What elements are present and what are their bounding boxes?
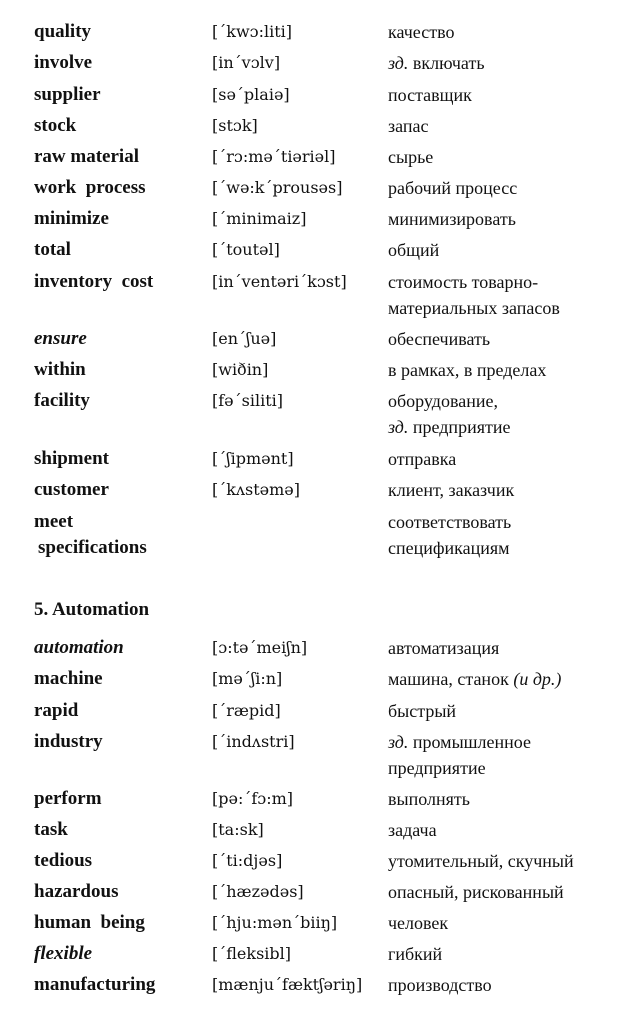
meaning-text: человек bbox=[388, 913, 449, 933]
vocab-meaning-line bbox=[388, 326, 624, 352]
vocab-term bbox=[34, 326, 212, 352]
vocab-row bbox=[34, 269, 624, 321]
vocab-row bbox=[34, 477, 624, 503]
vocab-row bbox=[34, 941, 624, 967]
vocab-meaning bbox=[388, 269, 624, 321]
vocab-transcription: [ˊhju:mənˊbiiŋ] bbox=[212, 913, 338, 932]
vocab-meaning-line bbox=[388, 910, 624, 936]
vocab-meaning bbox=[388, 206, 624, 232]
vocab-term-line: raw material bbox=[34, 146, 139, 167]
vocab-term-line: quality bbox=[34, 21, 92, 42]
vocab-meaning-line bbox=[388, 19, 624, 45]
vocab-transcription: [ˊfleksibl] bbox=[212, 944, 292, 963]
vocab-term-line: machine bbox=[34, 668, 103, 689]
vocab-row bbox=[34, 206, 624, 232]
vocab-transcription: [inˊvɔlv] bbox=[212, 53, 281, 72]
vocab-term-line: tedious bbox=[34, 850, 93, 871]
vocab-term bbox=[34, 972, 212, 998]
vocab-transcription: [ˊindʌstri] bbox=[212, 732, 295, 751]
meaning-text: задача bbox=[388, 820, 437, 840]
vocab-term bbox=[34, 817, 212, 843]
vocab-meaning bbox=[388, 144, 624, 170]
vocab-term-line: within bbox=[34, 359, 86, 380]
vocab-term-line: supplier bbox=[34, 84, 101, 105]
vocab-meaning-line bbox=[388, 941, 624, 967]
vocab-term bbox=[34, 910, 212, 936]
vocab-row bbox=[34, 82, 624, 108]
vocab-term bbox=[34, 50, 212, 76]
vocab-transcription: [ˊhæzədəs] bbox=[212, 882, 304, 901]
meaning-text: производство bbox=[388, 975, 492, 995]
meaning-text: минимизировать bbox=[388, 209, 516, 229]
vocab-meaning-line bbox=[388, 535, 624, 561]
vocab-row bbox=[34, 666, 624, 692]
vocab-term-line: task bbox=[34, 819, 68, 840]
vocab-meaning bbox=[388, 175, 624, 201]
vocab-row bbox=[34, 357, 624, 383]
meaning-text: обеспечивать bbox=[388, 329, 491, 349]
vocab-transcription: [məˊʃi:n] bbox=[212, 669, 283, 688]
vocab-meaning bbox=[388, 50, 624, 76]
vocab-row bbox=[34, 786, 624, 812]
vocab-term bbox=[34, 175, 212, 201]
vocab-transcription: [wiðin] bbox=[212, 360, 269, 379]
vocab-meaning bbox=[388, 19, 624, 45]
vocab-term bbox=[34, 269, 212, 295]
vocab-term-line: facility bbox=[34, 390, 90, 411]
vocab-meaning bbox=[388, 786, 624, 812]
vocab-meaning-line bbox=[388, 879, 624, 905]
vocab-transcription: [ˊtoutəl] bbox=[212, 240, 280, 259]
vocab-term bbox=[34, 446, 212, 472]
vocab-term-line: automation bbox=[34, 637, 124, 658]
vocab-meaning bbox=[388, 666, 624, 692]
vocab-transcription: [ˊʃipmənt] bbox=[212, 449, 294, 468]
vocab-transcription: [mænjuˊfæktʃəriŋ] bbox=[212, 975, 363, 994]
vocab-meaning-line bbox=[388, 446, 624, 472]
vocab-term-line: total bbox=[34, 239, 71, 260]
vocab-term-line: human being bbox=[34, 912, 145, 933]
vocab-term-line: involve bbox=[34, 52, 93, 73]
meaning-text: рабочий процесс bbox=[388, 178, 518, 198]
meaning-text: выполнять bbox=[388, 789, 470, 809]
vocab-meaning bbox=[388, 509, 624, 561]
vocab-transcription: [ˊkʌstəmə] bbox=[212, 480, 300, 499]
vocab-meaning-line bbox=[388, 206, 624, 232]
vocab-meaning bbox=[388, 635, 624, 661]
meaning-text: запас bbox=[388, 116, 429, 136]
vocab-meaning-line bbox=[388, 698, 624, 724]
vocab-term-line: industry bbox=[34, 731, 103, 752]
vocab-term-line: manufacturing bbox=[34, 974, 156, 995]
meaning-text: предприятие bbox=[388, 758, 486, 778]
meaning-note-prefix: зд. bbox=[388, 732, 409, 752]
meaning-text: утомительный, скучный bbox=[388, 851, 574, 871]
vocab-row bbox=[34, 848, 624, 874]
vocab-meaning bbox=[388, 446, 624, 472]
vocab-term bbox=[34, 879, 212, 905]
vocab-meaning-line bbox=[388, 357, 624, 383]
vocab-term-line: meet bbox=[34, 511, 74, 532]
vocab-term-line: perform bbox=[34, 788, 102, 809]
vocab-meaning-line bbox=[388, 237, 624, 263]
vocab-row bbox=[34, 879, 624, 905]
vocab-transcription: [ˊminimaiz] bbox=[212, 209, 307, 228]
vocab-meaning-line bbox=[388, 817, 624, 843]
vocab-meaning bbox=[388, 388, 624, 440]
vocab-meaning bbox=[388, 82, 624, 108]
meaning-text: оборудование, bbox=[388, 391, 498, 411]
vocab-term bbox=[34, 237, 212, 263]
vocab-meaning-line bbox=[388, 414, 624, 440]
meaning-text: клиент, заказчик bbox=[388, 480, 515, 500]
meaning-text: стоимость товарно- bbox=[388, 272, 539, 292]
meaning-text: гибкий bbox=[388, 944, 443, 964]
meaning-note-suffix: (и др.) bbox=[513, 669, 562, 689]
vocab-meaning-line bbox=[388, 509, 624, 535]
vocab-transcription: [inˊventəriˊkɔst] bbox=[212, 272, 347, 291]
vocab-term bbox=[34, 509, 212, 561]
vocab-term bbox=[34, 113, 212, 139]
vocab-row bbox=[34, 817, 624, 843]
vocab-meaning-line bbox=[388, 295, 624, 321]
vocab-meaning-line bbox=[388, 755, 624, 781]
vocab-term-line: shipment bbox=[34, 448, 109, 469]
vocab-meaning bbox=[388, 729, 624, 781]
vocab-row bbox=[34, 910, 624, 936]
meaning-text: общий bbox=[388, 240, 440, 260]
vocab-term bbox=[34, 477, 212, 503]
vocab-row bbox=[34, 237, 624, 263]
vocab-term-line: work process bbox=[34, 177, 146, 198]
vocab-meaning bbox=[388, 817, 624, 843]
meaning-note-prefix: зд. bbox=[388, 417, 409, 437]
vocab-term bbox=[34, 82, 212, 108]
vocab-row bbox=[34, 635, 624, 661]
vocab-term bbox=[34, 19, 212, 45]
vocab-meaning-line bbox=[388, 113, 624, 139]
vocab-term-line: flexible bbox=[34, 943, 93, 964]
vocab-term-line: ensure bbox=[34, 328, 87, 349]
vocab-meaning-line bbox=[388, 972, 624, 998]
meaning-text: сырье bbox=[388, 147, 434, 167]
vocab-meaning-line bbox=[388, 848, 624, 874]
meaning-text: предприятие bbox=[412, 417, 511, 437]
vocab-term bbox=[34, 698, 212, 724]
vocab-row bbox=[34, 388, 624, 440]
vocab-term-line: specifications bbox=[38, 537, 147, 558]
vocab-term-line: hazardous bbox=[34, 881, 119, 902]
vocab-transcription: [səˊplaiə] bbox=[212, 85, 290, 104]
vocab-meaning bbox=[388, 941, 624, 967]
vocab-transcription: [ˊræpid] bbox=[212, 701, 281, 720]
vocab-transcription: [ta:sk] bbox=[212, 820, 264, 839]
meaning-text: промышленное bbox=[412, 732, 531, 752]
vocab-meaning bbox=[388, 848, 624, 874]
vocab-meaning-line bbox=[388, 269, 624, 295]
vocab-term bbox=[34, 729, 212, 755]
vocab-meaning-line bbox=[388, 666, 624, 692]
vocab-row bbox=[34, 113, 624, 139]
vocab-meaning-line bbox=[388, 175, 624, 201]
vocab-meaning-line bbox=[388, 82, 624, 108]
meaning-text: качество bbox=[388, 22, 455, 42]
vocab-meaning bbox=[388, 113, 624, 139]
vocab-meaning-line bbox=[388, 388, 624, 414]
meaning-text: соответствовать bbox=[388, 512, 512, 532]
vocab-meaning bbox=[388, 237, 624, 263]
vocab-row bbox=[34, 144, 624, 170]
vocab-row bbox=[34, 509, 624, 561]
meaning-text: опасный, рискованный bbox=[388, 882, 564, 902]
vocab-row bbox=[34, 50, 624, 76]
vocab-meaning bbox=[388, 357, 624, 383]
vocab-row bbox=[34, 698, 624, 724]
vocab-term bbox=[34, 786, 212, 812]
vocab-meaning-line bbox=[388, 477, 624, 503]
vocab-transcription: [pə:ˊfɔ:m] bbox=[212, 789, 294, 808]
meaning-text: спецификациям bbox=[388, 538, 510, 558]
meaning-text: быстрый bbox=[388, 701, 457, 721]
vocab-transcription: [ˊkwɔ:liti] bbox=[212, 22, 293, 41]
vocab-transcription: [stɔk] bbox=[212, 116, 258, 135]
vocab-term-line: minimize bbox=[34, 208, 109, 229]
meaning-text: включать bbox=[412, 53, 485, 73]
vocab-term-line: stock bbox=[34, 115, 77, 136]
vocab-transcription: [ɔ:təˊmeiʃn] bbox=[212, 638, 308, 657]
meaning-note-prefix: зд. bbox=[388, 53, 409, 73]
vocab-term bbox=[34, 206, 212, 232]
vocab-meaning bbox=[388, 972, 624, 998]
vocab-transcription: [enˊʃuə] bbox=[212, 329, 277, 348]
vocab-term-line: rapid bbox=[34, 700, 79, 721]
vocab-meaning-line bbox=[388, 144, 624, 170]
vocab-row bbox=[34, 972, 624, 998]
vocab-term bbox=[34, 635, 212, 661]
vocab-meaning bbox=[388, 698, 624, 724]
vocab-term bbox=[34, 388, 212, 414]
vocab-meaning bbox=[388, 326, 624, 352]
vocab-transcription: [fəˊsiliti] bbox=[212, 391, 283, 410]
vocab-term bbox=[34, 848, 212, 874]
vocab-meaning-line bbox=[388, 729, 624, 755]
vocab-transcription: [ˊwə:kˊprousəs] bbox=[212, 178, 343, 197]
vocab-meaning-line bbox=[388, 50, 624, 76]
vocab-meaning-line bbox=[388, 635, 624, 661]
vocab-meaning bbox=[388, 910, 624, 936]
vocab-transcription: [ˊti:djəs] bbox=[212, 851, 283, 870]
vocab-term-line: customer bbox=[34, 479, 109, 500]
vocab-row bbox=[34, 19, 624, 45]
vocab-transcription: [ˊrɔ:məˊtiəriəl] bbox=[212, 147, 336, 166]
vocab-term bbox=[34, 941, 212, 967]
vocab-row bbox=[34, 729, 624, 781]
meaning-text: автоматизация bbox=[388, 638, 500, 658]
vocab-term-line: inventory cost bbox=[34, 271, 154, 292]
vocab-meaning bbox=[388, 879, 624, 905]
vocab-row bbox=[34, 446, 624, 472]
meaning-text: отправка bbox=[388, 449, 457, 469]
meaning-text: в рамках, в пределах bbox=[388, 360, 547, 380]
meaning-text: материальных запасов bbox=[388, 298, 560, 318]
vocab-row bbox=[34, 326, 624, 352]
vocab-term bbox=[34, 357, 212, 383]
meaning-text: машина, станок bbox=[388, 669, 509, 689]
vocab-meaning-line bbox=[388, 786, 624, 812]
vocab-row bbox=[34, 175, 624, 201]
meaning-text: поставщик bbox=[388, 85, 472, 105]
vocab-term bbox=[34, 144, 212, 170]
section-heading-automation: 5. Automation bbox=[34, 599, 150, 620]
vocab-term bbox=[34, 666, 212, 692]
vocab-meaning bbox=[388, 477, 624, 503]
